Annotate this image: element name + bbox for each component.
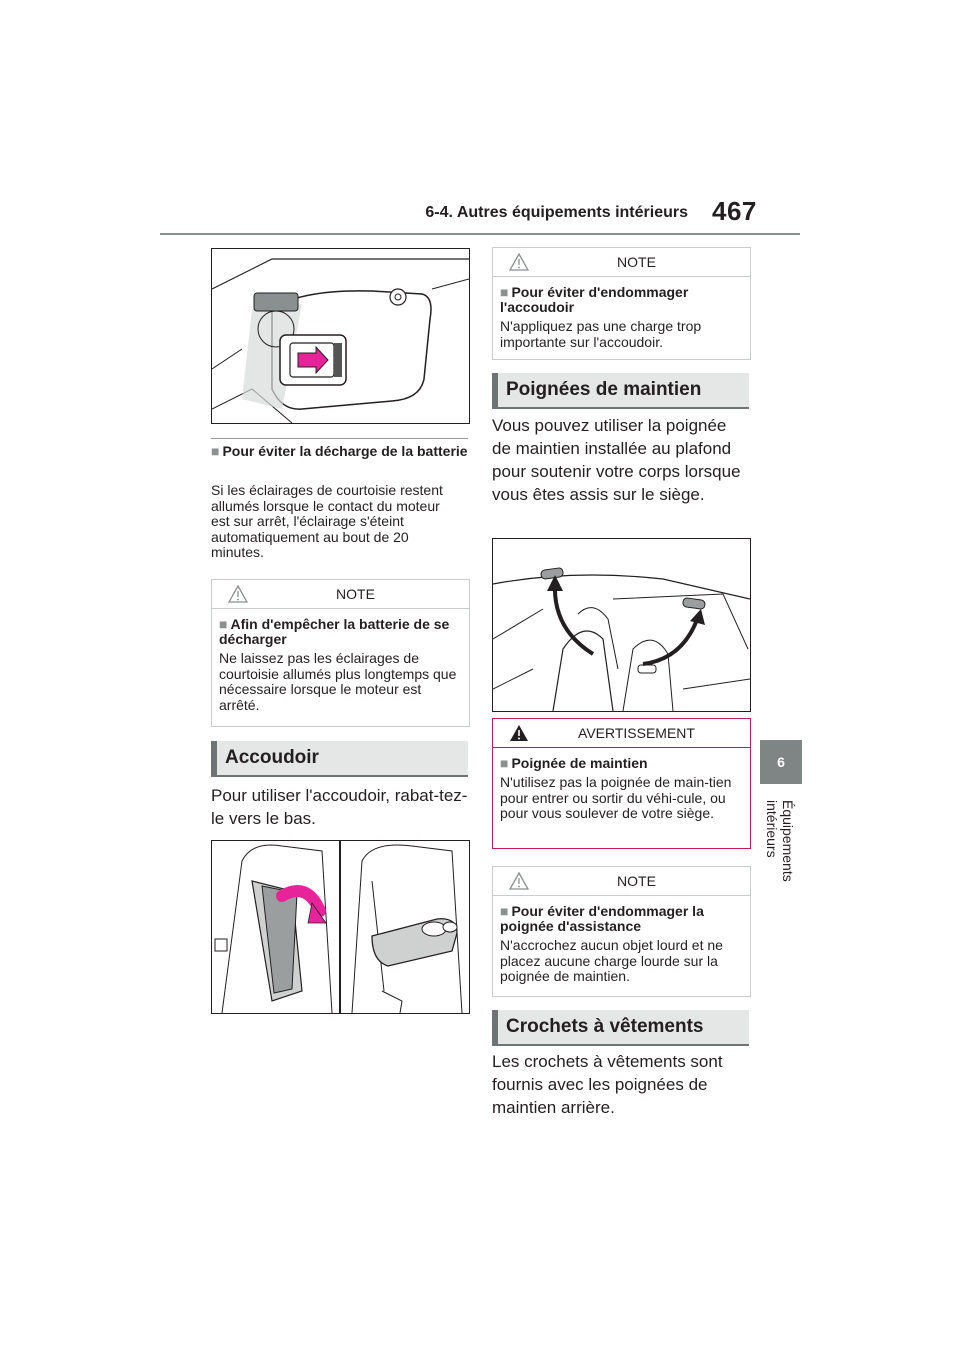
battery-text: Si les éclairages de courtoisie restent allumés lorsque le contact du moteur est sur arrêt, l'éclairage s'éteint automatiquement au bout de 20 minutes. — [211, 482, 443, 560]
section-underline — [492, 407, 749, 409]
caution-triangle-icon — [509, 253, 529, 271]
note-header — [493, 867, 750, 896]
chapter-label: Équipements intérieurs — [764, 800, 796, 882]
note-box-armrest — [492, 247, 751, 360]
note-box-grip — [492, 866, 751, 997]
note-label: NOTE — [336, 586, 375, 602]
warning-text: N'utilisez pas la poignée de main-tien pour entrer ou sortir du véhi-cule, ou pour vous soulever de votre siège. — [500, 774, 732, 821]
note-title: ■ Pour éviter d'endommager l'accoudoir — [500, 284, 689, 315]
hooks-text: Les crochets à vêtements sont fournis avec les poignées de maintien arrière. — [492, 1052, 723, 1117]
note-header — [493, 248, 750, 277]
page-number: 467 — [712, 196, 757, 226]
section-title: 6-4. Autres équipements intérieurs — [425, 204, 688, 221]
battery-heading: ■ Pour éviter la décharge de la batterie — [211, 443, 468, 459]
grips-text: Vous pouvez utiliser la poignée de maintien installée au plafond pour soutenir votre corps lorsque vous êtes assis sur le siège. — [492, 416, 741, 504]
caution-triangle-icon — [228, 585, 248, 603]
note-text: N'appliquez pas une charge trop importante sur l'accoudoir. — [500, 318, 702, 350]
note-label: NOTE — [617, 254, 656, 270]
note-text: Ne laissez pas les éclairages de courtoisie allumés plus longtemps que nécessaire lorsque le moteur est arrêté. — [219, 650, 457, 713]
note-text: N'accrochez aucun objet lourd et ne placez aucune charge lourde sur la poignée de maintien. — [500, 937, 723, 984]
vanity-light-illustration — [211, 248, 470, 424]
section-heading-armrest: Accoudoir — [211, 741, 468, 775]
note-label: NOTE — [617, 873, 656, 889]
section-heading-grips: Poignées de maintien — [492, 373, 749, 407]
warning-label: AVERTISSEMENT — [578, 725, 695, 741]
armrest-illustration — [211, 840, 470, 1014]
section-underline — [492, 1044, 749, 1046]
warning-header — [493, 719, 750, 748]
warning-box-grip — [492, 718, 751, 849]
warning-triangle-icon — [509, 724, 529, 742]
note-title: ■ Afin d'empêcher la batterie de se décharger — [219, 616, 450, 647]
armrest-text: Pour utiliser l'accoudoir, rabat-tez-le vers le bas. — [211, 786, 468, 828]
header-rule — [160, 233, 800, 235]
note-title: ■ Pour éviter d'endommager la poignée d'assistance — [500, 903, 704, 934]
caution-triangle-icon — [509, 872, 529, 890]
warning-title: ■ Poignée de maintien — [500, 755, 648, 771]
section-heading-hooks: Crochets à vêtements — [492, 1010, 749, 1044]
chapter-tab[interactable]: 6 — [760, 740, 802, 784]
note-header — [212, 580, 469, 609]
section-underline — [211, 775, 468, 777]
note-box-battery — [211, 579, 470, 727]
assist-grip-illustration — [492, 538, 751, 712]
subsection-rule — [211, 438, 468, 439]
